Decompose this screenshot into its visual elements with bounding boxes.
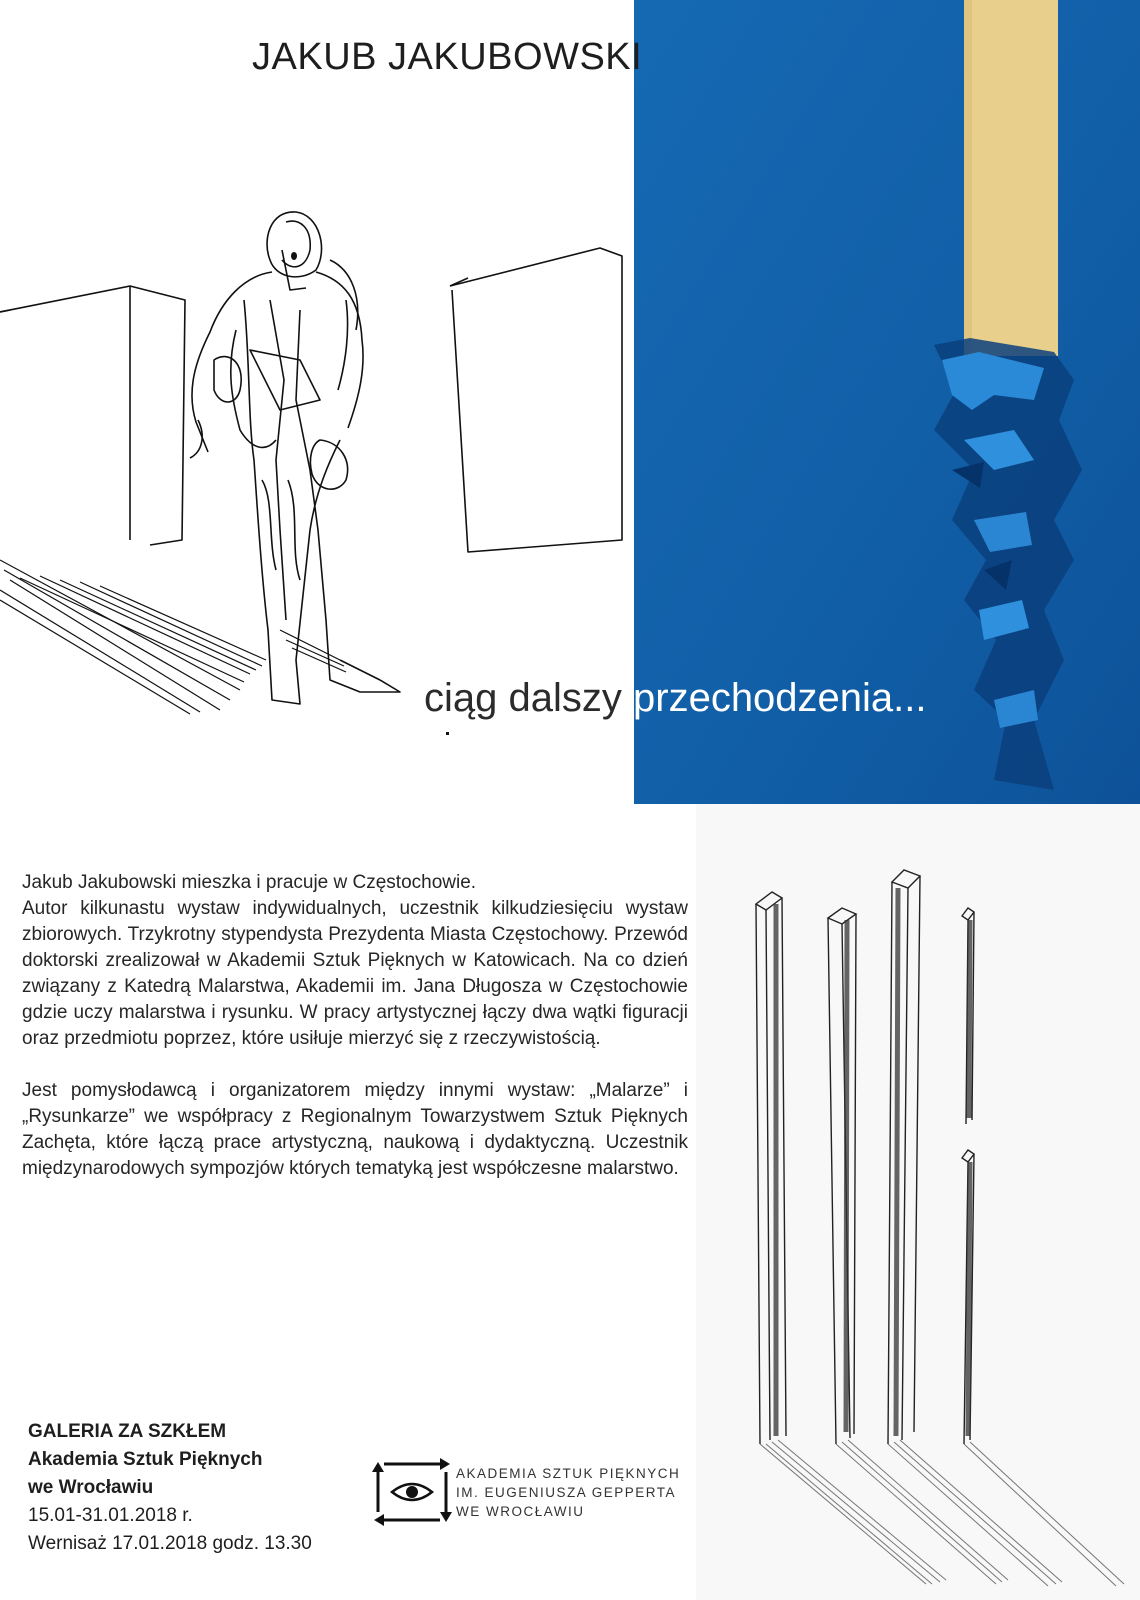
pillars-sketch-image: [696, 804, 1140, 1600]
gallery-info: [28, 1418, 312, 1558]
academy-logo-line-2: IM. EUGENIUSZA GEPPERTA: [456, 1485, 677, 1500]
exhibition-dates: 15.01-31.01.2018 r.: [28, 1505, 193, 1526]
academy-logo-text: [456, 1464, 680, 1521]
title-part-2: przechodzenia...: [633, 676, 927, 720]
bio-paragraph-1: Jakub Jakubowski mieszka i pracuje w Częstochowie. Autor kilkunastu wystaw indywidualnych, uczestnik kilkudziesięciu wystaw zbiorowych. Trzykrotny stypendysta Prezydenta Miasta Częstochowy. Przewód doktorski zrealizował w Akademii Sztuk Pięknych w Katowicach. Na co dzień związany z Katedrą Malarstwa, Akademii im. Jana Długosza w Częstochowie gdzie uczy malarstwa i rysunku. W pracy artystycznej łączy dwa wątki figuracji oraz przedmiotu poprzez, które usiłuje mierzyć się z rzeczywistością.: [22, 872, 688, 1049]
gallery-name: GALERIA ZA SZKŁEM: [28, 1421, 227, 1442]
academy-eye-logo-icon: [370, 1456, 454, 1528]
academy-logo-line-1: AKADEMIA SZTUK PIĘKNYCH: [456, 1466, 681, 1481]
opening-date: Wernisaż 17.01.2018 godz. 13.30: [28, 1533, 312, 1554]
title-part-1: ciąg dalszy: [424, 676, 622, 720]
artist-name-heading: JAKUB JAKUBOWSKI: [252, 36, 643, 78]
academy-logo-line-3: WE WROCŁAWIU: [456, 1504, 585, 1519]
artist-biography: [22, 870, 688, 1208]
exhibition-title: [424, 676, 927, 721]
bio-paragraph-2: Jest pomysłodawcą i organizatorem między innymi wystaw: „Malarze” i „Rysunkarze” we współpracy z Regionalnym Towarzystwem Sztuk Pięknych Zachęta, które łączą prace artystyczną, naukową i dydaktyczną. Uczestnik międzynarodowych sympozjów których tematyką jest współczesne malarstwo.: [22, 1080, 688, 1179]
gallery-institution: Akademia Sztuk Pięknych: [28, 1449, 263, 1470]
gallery-city: we Wrocławiu: [28, 1477, 154, 1498]
